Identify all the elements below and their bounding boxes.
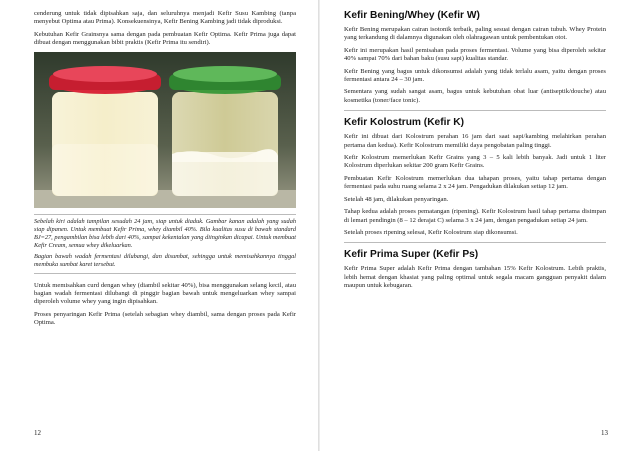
paragraph: Kefir Kolostrum memerlukan Kefir Grains yang 3 – 5 kali lebih banyak. Jadi untuk 1 liter Kolostrum diperlukan sekitar 200 gram Kefir Grains. xyxy=(344,154,606,170)
paragraph: Tahap kedua adalah proses pematangan (ripening). Kefir Kolostrum hasil tahap pertama disimpan di lemari pendingin (8 – 12 derajat C) selama 3 x 24 jam, dengan pengadukan setiap 24 jam. xyxy=(344,208,606,224)
paragraph: Kefir Bening merupakan cairan isotonik terbaik, paling sesuai dengan cairan tubuh. Whey Protein yang terkandung di dalamnya digunakan oleh olahragawan untuk pembentukan otot. xyxy=(344,26,606,42)
jars-illustration xyxy=(34,52,296,208)
paragraph: Kefir Prima Super adalah Kefir Prima dengan tambahan 15% Kefir Kolostrum. Lebih praktis, lebih hemat dengan khasiat yang paling optimal untuk segala macam gangguan penyakit dalam maupun untuk kebugaran. xyxy=(344,265,606,290)
page-number-right: 13 xyxy=(601,429,608,437)
paragraph: Setelah 48 jam, dilakukan penyaringan. xyxy=(344,195,449,203)
caption-text: Bagian bawah wadah fermentasi dilubangi, dan disumbat, sehingga untuk memisahkannya tinggal membuka sumbat karet tersebut. xyxy=(34,252,296,268)
paragraph: Proses penyaringan Kefir Prima (setelah sebagian whey diambil, sama dengan proses pada Kefir Optima. xyxy=(34,310,296,327)
left-jar xyxy=(49,66,161,196)
paragraph: Kebutuhan Kefir Grainsnya sama dengan pada pembuatan Kefir Optima. Kefir Prima juga dapat dibuat dengan menggunakan bibit praktis (Kefir Prima itu sendiri). xyxy=(34,30,296,47)
paragraph: Setelah proses ripening selesai, Kefir Kolostrum siap dikonsumsi. xyxy=(344,228,518,236)
paragraph: Untuk memisahkan curd dengan whey (diambil sekitar 40%), bisa menggunakan selang kecil, atau bagian wadah fermentasi dilubangi di pinggir bagian bawah untuk mengeluarkan whey sampai diperoleh volume whey yang ingin dipisahkan. xyxy=(34,281,296,306)
kefir-jars-photo xyxy=(34,52,296,208)
right-jar xyxy=(169,66,281,196)
paragraph: cenderung untuk tidak dipisahkan saja, dan seluruhnya menjadi Kefir Susu Kambing (tanpa menyebut Optima atau Prima). Konsekuensinya, Kefir Bening Kambing jadi tidak diproduksi. xyxy=(34,10,296,26)
paragraph: Kefir ini dibuat dari Kolostrum perahan 16 jam dari saat sapi/kambing melahirkan perahan pertama dan kedua). Kefir Kolostrum memiliki daya pengobatan paling tinggi. xyxy=(344,133,606,149)
paragraph: Kefir ini merupakan hasil pemisahan pada proses fermentasi. Volume yang bisa diperoleh sekitar 40% sampai 70% dari bahan baku (susu sapi) kualitas standar. xyxy=(344,46,606,63)
section-divider xyxy=(344,110,606,111)
right-page xyxy=(344,10,606,295)
paragraph: Kefir Bening yang bagus untuk dikonsumsi adalah yang tidak terlalu asam, yaitu dengan proses fermentasi antara 24 – 30 jam. xyxy=(344,67,606,84)
section-heading-kefir-bening: Kefir Bening/Whey (Kefir W) xyxy=(344,10,480,21)
photo-caption xyxy=(34,214,296,274)
paragraph: Sementara yang sudah sangat asam, bagus untuk kebutuhan obat luar (antiseptik/douche) atau kosmetika (toner/face tonic). xyxy=(344,88,606,104)
page-number-left: 12 xyxy=(34,429,41,437)
caption-text: Sebelah kiri adalah tampilan sesudah 24 jam, siap untuk diaduk. Gambar kanan adalah yang sudah siap dipanen. Untuk membuat Kefir Prima, whey diambil 40%. Bila kualitas susu di bawah standard BJ=27, pengambilan bisa lebih dari 40%, sampai kekentalan yang diinginkan dicapai. Untuk membuat Kefir Cream, semua whey dikeluarkan. xyxy=(34,217,296,249)
section-divider xyxy=(344,242,606,243)
left-page xyxy=(34,10,296,332)
page-fold xyxy=(318,0,320,451)
section-heading-kefir-prima-super: Kefir Prima Super (Kefir Ps) xyxy=(344,249,479,261)
section-heading-kefir-kolostrum: Kefir Kolostrum (Kefir K) xyxy=(344,117,464,129)
paragraph: Pembuatan Kefir Kolostrum memerlukan dua tahapan proses, yaitu tahap pertama dengan fermentasi pada suhu ruang selama 2 x 24 jam. Pengadukan dilakukan setiap 12 jam. xyxy=(344,174,606,191)
